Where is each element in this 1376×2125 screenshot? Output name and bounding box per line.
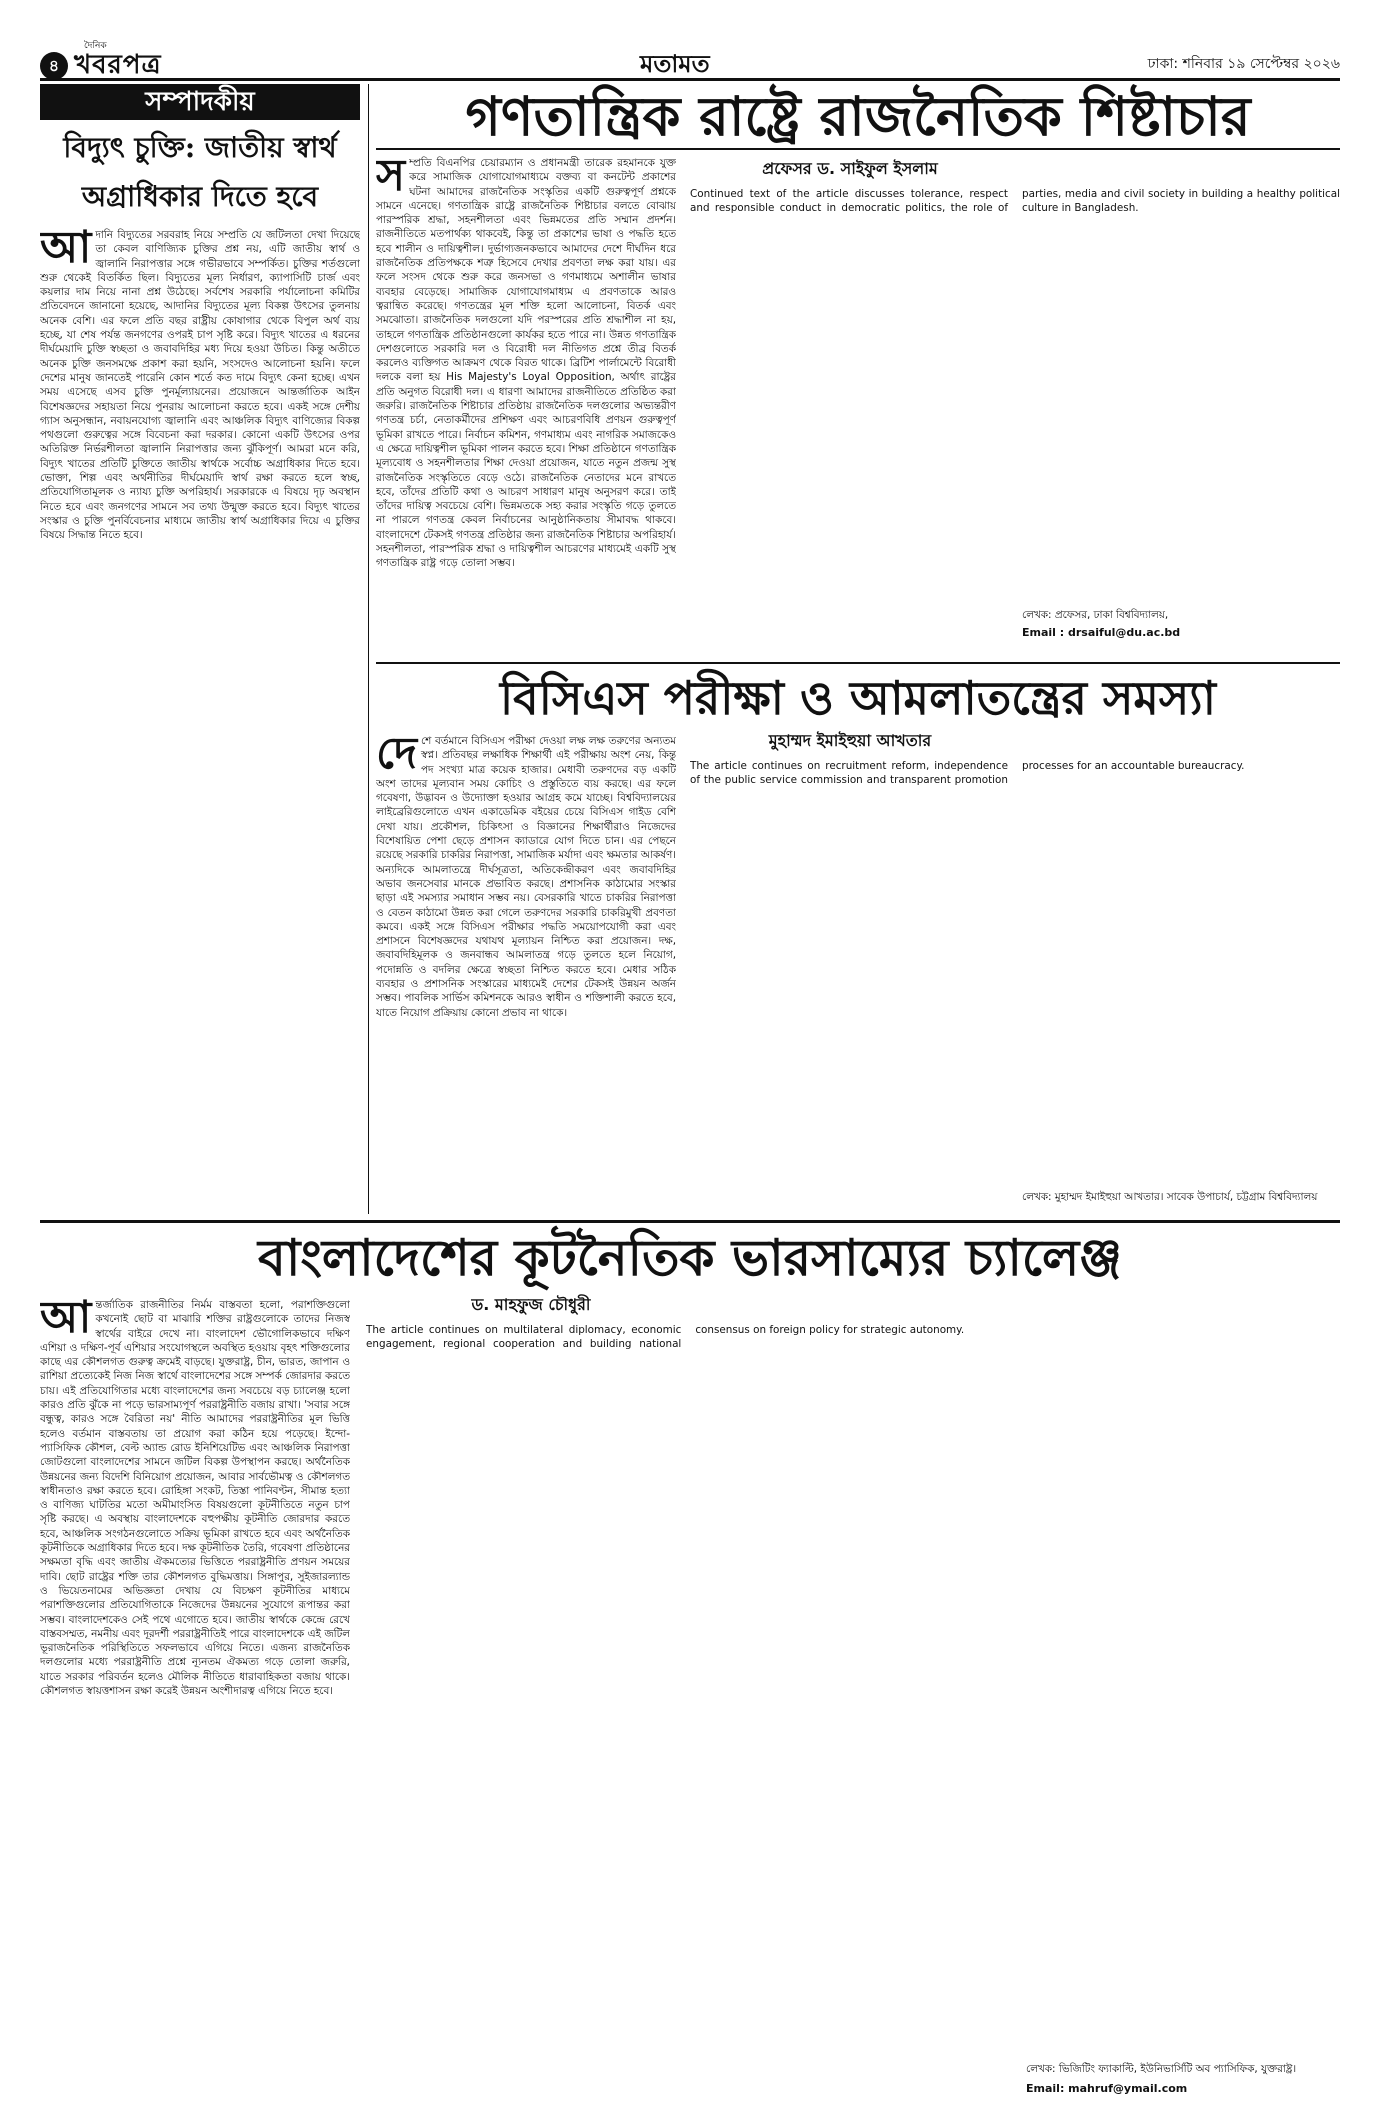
article3-byline: লেখক: ভিজিটিং ফ্যাকাল্টি, ইউনিভার্সিটি অব প্যাসিফিক, যুক্তরাষ্ট্র। xyxy=(1026,2063,1297,2075)
article1-email: Email : drsaiful@du.ac.bd xyxy=(1022,626,1181,639)
section-rule xyxy=(376,662,1340,664)
article3-right xyxy=(366,1292,1340,2102)
logo-small: দৈনিক xyxy=(84,41,107,51)
section-title: মতামত xyxy=(640,49,710,78)
article1-title: গণতান্ত্রিক রাষ্ট্রে রাজনৈতিক শিষ্টাচার xyxy=(376,84,1340,150)
article2-text: শে বর্তমানে বিসিএস পরীক্ষা দেওয়া লক্ষ লক্ষ তরুণের অন্যতম স্বপ্ন। প্রতিবছর লক্ষাধিক শিক্ষার্থী এই পরীক্ষায় অংশ নেয়, কিন্তু পদ সংখ্যা মাত্র কয়েক হাজার। মেধাবী তরুণদের বড় একটি অংশ তাদের মূল্যবান সময় কোচিং ও প্রস্তুতিতে ব্যয় করছে। এর ফলে গবেষণা, উদ্ভাবন ও উদ্যোক্তা হওয়ার আগ্রহ কমে যাচ্ছে। বিশ্ববিদ্যালয়ের লাইব্রেরিগুলোতে এখন একাডেমিক বইয়ের চেয়ে বিসিএস গাইড বেশি দেখা যায়। প্রকৌশল, চিকিৎসা ও বিজ্ঞানের শিক্ষার্থীরাও নিজেদের বিশেষায়িত পেশা ছেড়ে প্রশাসন ক্যাডারে যোগ দিতে চান। এর পেছনে রয়েছে সরকারি চাকরির নিরাপত্তা, সামাজিক মর্যাদা এবং ক্ষমতার আকর্ষণ। অন্যদিকে আমলাতন্ত্রে দীর্ঘসূত্রতা, অতিকেন্দ্রীকরণ এবং জবাবদিহির অভাব জনসেবার মানকে প্রভাবিত করছে। প্রশাসনিক কাঠামোর সংস্কার ছাড়া এই সমস্যার সমাধান সম্ভব নয়। বেসরকারি খাতে চাকরির নিরাপত্তা ও বেতন কাঠামো উন্নত করা গেলে তরুণদের সরকারি চাকরিমুখী প্রবণতা কমবে। একই সঙ্গে বিসিএস পরীক্ষার পদ্ধতি সময়োপযোগী করা এবং প্রশাসনে বিশেষজ্ঞদের যথাযথ মূল্যায়ন নিশ্চিত করা প্রয়োজন। দক্ষ, জবাবদিহিমূলক ও জনবান্ধব আমলাতন্ত্র গড়ে তুলতে হলে নিয়োগ, পদোন্নতি ও বদলির ক্ষেত্রে স্বচ্ছতা নিশ্চিত করতে হবে। মেধার সঠিক ব্যবহার ও প্রশাসনিক সংস্কারের মাধ্যমেই দেশের টেকসই উন্নয়ন অর্জন সম্ভব। পাবলিক সার্ভিস কমিশনকে আরও স্বাধীন ও শক্তিশালী করতে হবে, যাতে নিয়োগ প্রক্রিয়ায় কোনো প্রভাব না থাকে। xyxy=(376,735,676,1019)
article-diplomacy xyxy=(40,1226,1340,2106)
article1-dropcap: স xyxy=(376,156,406,201)
article3-email: Email: mahruf@ymail.com xyxy=(1026,2082,1188,2095)
article2-text-cont: The article continues on recruitment reform, independence of the public service commission and transparent promotion processes for an accountable bureaucracy. xyxy=(690,760,1245,787)
masthead xyxy=(40,41,1340,81)
article1-col1 xyxy=(376,156,676,646)
issue-date: ঢাকা: শনিবার ১৯ সেপ্টেম্বর ২০২৬ xyxy=(1147,56,1340,72)
logo xyxy=(40,41,162,88)
editorial-dropcap: আ xyxy=(40,228,92,273)
editorial-text: দানি বিদ্যুতের সরবরাহ নিয়ে সম্প্রতি যে জটিলতা দেখা দিয়েছে তা কেবল বাণিজ্যিক চুক্তির প্রশ্ন নয়, এটি জাতীয় স্বার্থ ও জ্বালানি নিরাপত্তার সঙ্গে গভীরভাবে সম্পর্কিত। চুক্তির শর্তগুলো শুরু থেকেই বিতর্কিত ছিল। বিদ্যুতের মূল্য নির্ধারণ, ক্যাপাসিটি চার্জ এবং কয়লার দাম নিয়ে নানা প্রশ্ন উঠেছে। সর্বশেষ সরকারি পর্যালোচনা কমিটির প্রতিবেদনে জানানো হয়েছে, আদানির বিদ্যুতের মূল্য বিকল্প উৎসের তুলনায় অনেক বেশি। এর ফলে প্রতি বছর রাষ্ট্রীয় কোষাগার থেকে বিপুল অর্থ ব্যয় হচ্ছে, যা শেষ পর্যন্ত জনগণের ওপরই চাপ সৃষ্টি করে। বিদ্যুৎ খাতের এ ধরনের দীর্ঘমেয়াদি চুক্তি স্বচ্ছতা ও জবাবদিহির মধ্য দিয়ে হওয়া উচিত। কিন্তু অতীতে অনেক চুক্তি জনসমক্ষে প্রকাশ করা হয়নি, সংসদেও আলোচনা হয়নি। ফলে দেশের মানুষ জানতেই পারেনি কোন শর্তে কত দামে বিদ্যুৎ কেনা হচ্ছে। এখন সময় এসেছে এসব চুক্তি পুনর্মূল্যায়নের। প্রয়োজনে আন্তর্জাতিক আইন বিশেষজ্ঞদের সহায়তা নিয়ে পুনরায় আলোচনা করতে হবে। একই সঙ্গে দেশীয় গ্যাস অনুসন্ধান, নবায়নযোগ্য জ্বালানি এবং আঞ্চলিক বিদ্যুৎ বাণিজ্যের বিকল্প পথগুলো গুরুত্বের সঙ্গে বিবেচনা করা দরকার। কোনো একটি উৎসের ওপর অতিরিক্ত নির্ভরশীলতা জ্বালানি নিরাপত্তার জন্য ঝুঁকিপূর্ণ। আমরা মনে করি, বিদ্যুৎ খাতের প্রতিটি চুক্তিতে জাতীয় স্বার্থকে সর্বোচ্চ অগ্রাধিকার দিতে হবে। ভোক্তা, শিল্প এবং অর্থনীতির দীর্ঘমেয়াদি স্বার্থ রক্ষা করতে হলে স্বচ্ছ, প্রতিযোগিতামূলক ও ন্যায্য চুক্তি অপরিহার্য। সরকারকে এ বিষয়ে দৃঢ় অবস্থান নিতে হবে এবং জনগণের সামনে সব তথ্য উন্মুক্ত করতে হবে। বিদ্যুৎ খাতের সংস্কার ও চুক্তি পুনর্বিবেচনার মাধ্যমে জাতীয় স্বার্থ অগ্রাধিকার দিয়ে এ চুক্তির বিষয়ে সিদ্ধান্ত নিতে হবে। xyxy=(40,229,360,542)
article2-title: বিসিএস পরীক্ষা ও আমলাতন্ত্রের সমস্যা xyxy=(500,671,1216,725)
article1-right xyxy=(690,156,1340,646)
article2-byline: লেখক: মুহাম্মদ ইমাইহুয়া আখতার। সাবেক উপাচার্য, চট্টগ্রাম বিশ্ববিদ্যালয় xyxy=(1022,1191,1318,1203)
article2-author: মুহাম্মদ ইমাইহুয়া আখতার xyxy=(768,731,932,750)
article3-col1 xyxy=(40,1298,350,2098)
article3-text: ন্তর্জাতিক রাজনীতির নির্মম বাস্তবতা হলো, পরাশক্তিগুলো কখনোই ছোট বা মাঝারি শক্তির রাষ্ট্রগুলোকে তাদের নিজস্ব স্বার্থের বাইরে দেখে না। বাংলাদেশ ভৌগোলিকভাবে দক্ষিণ এশিয়া ও দক্ষিণ-পূর্ব এশিয়ার সংযোগস্থলে অবস্থিত হওয়ায় বৃহৎ শক্তিগুলোর কাছে এর কৌশলগত গুরুত্ব ক্রমেই বাড়ছে। যুক্তরাষ্ট্র, চীন, ভারত, জাপান ও রাশিয়া প্রত্যেকেই নিজ নিজ স্বার্থে বাংলাদেশের সঙ্গে সম্পর্ক জোরদার করতে চায়। এই প্রতিযোগিতার মধ্যে বাংলাদেশের জন্য সবচেয়ে বড় চ্যালেঞ্জ হলো কারও প্রতি ঝুঁকে না পড়ে ভারসাম্যপূর্ণ পররাষ্ট্রনীতি বজায় রাখা। 'সবার সঙ্গে বন্ধুত্ব, কারও সঙ্গে বৈরিতা নয়' নীতি আমাদের পররাষ্ট্রনীতির মূল ভিত্তি হলেও বর্তমান বাস্তবতায় তা প্রয়োগ করা কঠিন হয়ে পড়েছে। ইন্দো-প্যাসিফিক কৌশল, বেল্ট অ্যান্ড রোড ইনিশিয়েটিভ এবং আঞ্চলিক নিরাপত্তা জোটগুলো বাংলাদেশের সামনে জটিল বিকল্প উপস্থাপন করছে। অর্থনৈতিক উন্নয়নের জন্য বিদেশি বিনিয়োগ প্রয়োজন, আবার সার্বভৌমত্ব ও কৌশলগত স্বাধীনতাও রক্ষা করতে হবে। রোহিঙ্গা সংকট, তিস্তা পানিবণ্টন, সীমান্ত হত্যা ও বাণিজ্য ঘাটতির মতো অমীমাংসিত বিষয়গুলো কূটনীতিতে নতুন চাপ সৃষ্টি করছে। এ অবস্থায় বাংলাদেশকে বহুপক্ষীয় কূটনীতি জোরদার করতে হবে, আঞ্চলিক সংগঠনগুলোতে সক্রিয় ভূমিকা রাখতে হবে এবং অর্থনৈতিক কূটনীতিকে অগ্রাধিকার দিতে হবে। দক্ষ কূটনীতিক তৈরি, গবেষণা প্রতিষ্ঠানের সক্ষমতা বৃদ্ধি এবং জাতীয় ঐকমত্যের ভিত্তিতে পররাষ্ট্রনীতি প্রণয়ন সময়ের দাবি। ছোট রাষ্ট্রের শক্তি তার কৌশলগত বুদ্ধিমত্তায়। সিঙ্গাপুর, সুইজারল্যান্ড ও ভিয়েতনামের অভিজ্ঞতা দেখায় যে বিচক্ষণ কূটনীতির মাধ্যমে পরাশক্তিগুলোর প্রতিযোগিতাকে নিজেদের উন্নয়নের সুযোগে রূপান্তর করা সম্ভব। বাংলাদেশকেও সেই পথে এগোতে হবে। জাতীয় স্বার্থকে কেন্দ্রে রেখে বাস্তবসম্মত, নমনীয় এবং দূরদর্শী পররাষ্ট্রনীতিই পারে বাংলাদেশকে এই জটিল ভূরাজনৈতিক পরিস্থিতিতে সফলভাবে এগিয়ে নিতে। এজন্য রাজনৈতিক দলগুলোর মধ্যে পররাষ্ট্রনীতি প্রশ্নে ন্যূনতম ঐকমত্য গড়ে তোলা জরুরি, যাতে সরকার পরিবর্তন হলেও মৌলিক নীতিতে ধারাবাহিকতা বজায় থাকে। কৌশলগত স্বায়ত্তশাসন রক্ষা করেই উন্নয়ন অংশীদারত্ব এগিয়ে নিতে হবে। xyxy=(40,1299,350,1698)
page-number: ৪ xyxy=(40,52,68,80)
article-bcs xyxy=(376,668,1340,1214)
editorial-title-2: অগ্রাধিকার দিতে হবে xyxy=(81,180,319,213)
column-divider xyxy=(368,84,369,1214)
editorial-label: সম্পাদকীয় xyxy=(40,84,360,120)
article3-dropcap: আ xyxy=(40,1298,92,1343)
article2-dropcap: দে xyxy=(376,734,417,779)
editorial-body xyxy=(40,228,360,1248)
editorial xyxy=(40,84,360,1214)
article1-text-cont: Continued text of the article discusses tolerance, respect and responsible conduct in democratic politics, the role of parties, media and civil society in building a healthy political culture in Bangladesh. xyxy=(690,188,1340,215)
editorial-title-1: বিদ্যুৎ চুক্তি: জাতীয় স্বার্থ xyxy=(63,131,337,164)
section-rule-2 xyxy=(40,1220,1340,1223)
article2-right xyxy=(690,728,1340,1208)
logo-text: খবরপত্র xyxy=(74,50,162,80)
article3-title: বাংলাদেশের কূটনৈতিক ভারসাম্যের চ্যালেঞ্জ xyxy=(258,1228,1122,1287)
article3-text-cont: The article continues on multilateral diplomacy, economic engagement, regional cooperation and building national consensus on foreign policy for strategic autonomy. xyxy=(366,1324,965,1351)
article1-byline: লেখক: প্রফেসর, ঢাকা বিশ্ববিদ্যালয়, xyxy=(1022,609,1169,621)
article2-col1 xyxy=(376,734,676,1204)
article1-author: প্রফেসর ড. সাইফুল ইসলাম xyxy=(762,159,938,178)
article-political-etiquette xyxy=(376,84,1340,654)
article1-text: ম্প্রতি বিএনপির চেয়ারম্যান ও প্রধানমন্ত্রী তারেক রহমানকে যুক্ত করে সামাজিক যোগাযোগমাধ্যমে বক্তব্য বা কনটেন্ট প্রকাশের ঘটনা আমাদের রাজনৈতিক সংস্কৃতির একটি গুরুত্বপূর্ণ প্রশ্নকে সামনে এনেছে। গণতান্ত্রিক রাষ্ট্রে রাজনৈতিক শিষ্টাচার বলতে বোঝায় পারস্পরিক শ্রদ্ধা, সহনশীলতা এবং ভিন্নমতের প্রতি সম্মান প্রদর্শন। রাজনীতিতে মতপার্থক্য থাকবেই, কিন্তু তা প্রকাশের ভাষা ও পদ্ধতি হতে হবে শালীন ও দায়িত্বশীল। দুর্ভাগ্যজনকভাবে আমাদের দেশে দীর্ঘদিন ধরে রাজনৈতিক প্রতিপক্ষকে শত্রু হিসেবে দেখার প্রবণতা লক্ষ করা যায়। এর ফলে সংসদ থেকে শুরু করে জনসভা ও গণমাধ্যমে অশালীন ভাষার ব্যবহার বেড়েছে। সামাজিক যোগাযোগমাধ্যম এ প্রবণতাকে আরও ত্বরান্বিত করেছে। গণতন্ত্রের মূল শক্তি হলো আলোচনা, বিতর্ক এবং সমঝোতা। রাজনৈতিক দলগুলো যদি পরস্পরের প্রতি শ্রদ্ধাশীল না হয়, তাহলে গণতান্ত্রিক প্রতিষ্ঠানগুলো কার্যকর হতে পারে না। উন্নত গণতান্ত্রিক দেশগুলোতে সরকারি দল ও বিরোধী দল নীতিগত প্রশ্নে তীব্র বিতর্ক করলেও ব্যক্তিগত আক্রমণ থেকে বিরত থাকে। ব্রিটিশ পার্লামেন্টে বিরোধী দলকে বলা হয় His Majesty's Loyal Opposition, অর্থাৎ রাষ্ট্রের প্রতি অনুগত বিরোধী দল। এ ধারণা আমাদের রাজনীতিতে প্রতিষ্ঠিত করা জরুরি। রাজনৈতিক শিষ্টাচার প্রতিষ্ঠায় রাজনৈতিক দলগুলোর অভ্যন্তরীণ গণতন্ত্র চর্চা, নেতাকর্মীদের প্রশিক্ষণ এবং আচরণবিধি প্রণয়ন গুরুত্বপূর্ণ ভূমিকা রাখতে পারে। নির্বাচন কমিশন, গণমাধ্যম এবং নাগরিক সমাজকেও এ ক্ষেত্রে দায়িত্বশীল ভূমিকা পালন করতে হবে। শিক্ষা প্রতিষ্ঠানে গণতান্ত্রিক মূল্যবোধ ও সহনশীলতার শিক্ষা দেওয়া প্রয়োজন, যাতে নতুন প্রজন্ম সুস্থ রাজনৈতিক সংস্কৃতিতে বেড়ে ওঠে। রাজনৈতিক নেতাদের মনে রাখতে হবে, তাঁদের প্রতিটি কথা ও আচরণ সাধারণ মানুষ অনুসরণ করে। তাই তাঁদের দায়িত্ব সবচেয়ে বেশি। ভিন্নমতকে সহ্য করার সংস্কৃতি গড়ে তুলতে না পারলে গণতন্ত্র কেবল নির্বাচনের আনুষ্ঠানিকতায় সীমাবদ্ধ থাকবে। বাংলাদেশে টেকসই গণতন্ত্র প্রতিষ্ঠার জন্য রাজনৈতিক শিষ্টাচার অপরিহার্য। সহনশীলতা, পারস্পরিক শ্রদ্ধা ও দায়িত্বশীল আচরণের মাধ্যমেই একটি সুস্থ গণতান্ত্রিক রাষ্ট্র গড়ে তোলা সম্ভব। xyxy=(376,157,676,570)
article3-author: ড. মাহফুজ চৌধুরী xyxy=(471,1295,591,1314)
